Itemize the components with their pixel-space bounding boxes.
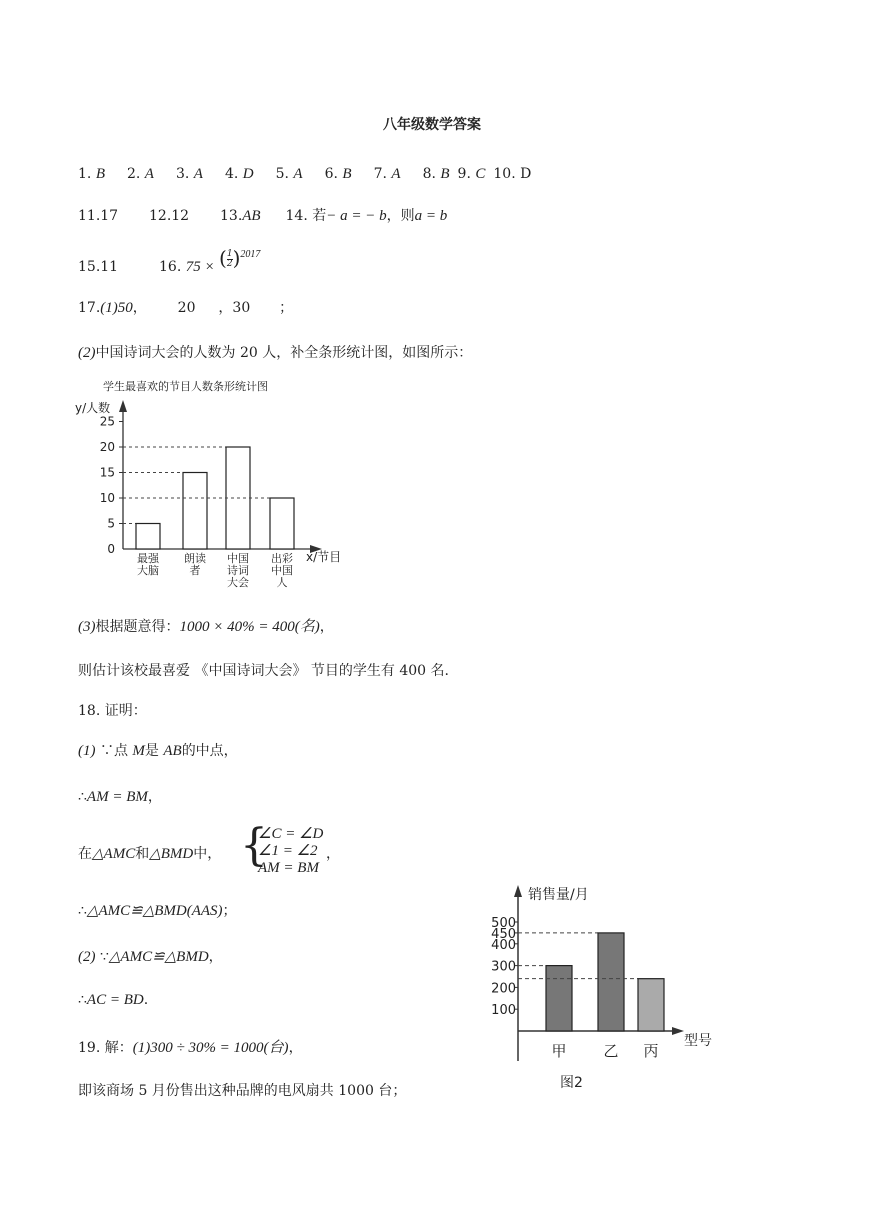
answer-1-value: B bbox=[95, 166, 105, 182]
y-tick-label: 10 bbox=[99, 491, 115, 505]
answer-15: 15.11 bbox=[78, 259, 119, 275]
q17-number: 17. bbox=[78, 300, 101, 316]
y-tick-label: 450 bbox=[491, 926, 516, 942]
q19-end: ， bbox=[288, 1040, 303, 1056]
q18-l2-expr: AM = BM bbox=[86, 789, 148, 805]
answer-16-number: 16. bbox=[159, 259, 182, 275]
q18-l4-end: ； bbox=[222, 903, 237, 919]
chart1-ylabel: y/人数 bbox=[75, 401, 111, 415]
y-tick-label: 100 bbox=[491, 1003, 516, 1019]
answer-14-mid: ，则 bbox=[386, 208, 415, 224]
q18-l1-text-b: 是 bbox=[144, 743, 164, 759]
q18-l3-t2: △BMD bbox=[149, 846, 194, 862]
q17-p1-v3: 30 bbox=[232, 300, 251, 316]
q18-l3-pre: 在 bbox=[78, 846, 92, 862]
system-brace: { bbox=[240, 820, 268, 871]
answer-14-number: 14. bbox=[285, 208, 308, 224]
answer-5-number: 5. bbox=[275, 166, 294, 182]
answer-14-expr2: a = b bbox=[414, 208, 448, 224]
q17-p1-label: (1) bbox=[100, 300, 118, 316]
answer-16-expr: 75 × bbox=[185, 259, 215, 275]
bar bbox=[270, 498, 294, 549]
category-label: 诗词 bbox=[227, 564, 249, 577]
because-symbol: ∵ bbox=[99, 743, 114, 759]
fraction-denominator: 2 bbox=[226, 259, 233, 269]
q17-p1-sep: ， bbox=[132, 300, 147, 316]
q18-line3 bbox=[78, 820, 340, 878]
y-tick-label: 15 bbox=[99, 465, 115, 480]
answer-3-value: A bbox=[193, 166, 203, 182]
q17-p3-label: (3) bbox=[78, 619, 96, 635]
answer-3-number: 3. bbox=[175, 166, 194, 182]
q17-part2 bbox=[78, 342, 472, 362]
category-label: 甲 bbox=[551, 1042, 567, 1060]
q19-expr: (1)300 ÷ 30% = 1000(台) bbox=[132, 1040, 289, 1056]
q17-p3-expr: 1000 × 40% = 400(名) bbox=[179, 619, 320, 635]
bar bbox=[638, 979, 664, 1031]
y-tick-label: 25 bbox=[99, 414, 115, 429]
y-tick-label: 20 bbox=[99, 440, 115, 454]
q17-p1-v1: 50 bbox=[117, 300, 133, 316]
category-label: 朗读 bbox=[184, 552, 206, 565]
system-row: AM = BM bbox=[258, 860, 319, 876]
answer-4-number: 4. bbox=[224, 166, 243, 182]
q18-l3-t1: △AMC bbox=[92, 846, 136, 862]
q17-p1-v2: 20 bbox=[177, 300, 196, 316]
chart2-xlabel: 型号 bbox=[684, 1033, 712, 1049]
q18-line2 bbox=[78, 786, 162, 806]
system-row: ∠C = ∠D bbox=[258, 826, 324, 842]
category-label: 大会 bbox=[227, 576, 249, 589]
category-label: 丙 bbox=[643, 1042, 659, 1060]
y-tick-label: 0 bbox=[107, 542, 115, 556]
bar bbox=[546, 966, 572, 1031]
q17-p1-end: ； bbox=[279, 300, 294, 316]
therefore-symbol: ∴ bbox=[78, 992, 87, 1008]
q18-sys-end: ， bbox=[326, 846, 340, 862]
bar-chart-favorite-programs bbox=[70, 372, 360, 597]
q18-head: 18. 证明： bbox=[78, 703, 147, 719]
bar bbox=[598, 933, 624, 1031]
q18-line5 bbox=[78, 946, 223, 966]
category-label: 乙 bbox=[603, 1042, 619, 1060]
q17-p3-text: 根据题意得： bbox=[95, 619, 180, 635]
chart1-y-arrow bbox=[119, 400, 127, 412]
answer-8-value: B bbox=[440, 166, 450, 182]
answer-9-number: 9. bbox=[457, 166, 476, 182]
page-title: 八年级数学答案 bbox=[383, 117, 481, 133]
q18-l3-mid: 中， bbox=[193, 846, 222, 862]
q18-l6-expr: AC = BD bbox=[86, 992, 144, 1008]
q17-p2-label: (2) bbox=[78, 345, 96, 361]
answers-row-3 bbox=[78, 244, 260, 274]
q18-l3-and: 和 bbox=[135, 846, 150, 862]
category-label: 大脑 bbox=[137, 564, 159, 577]
category-label: 者 bbox=[189, 564, 201, 577]
therefore-symbol: ∴ bbox=[78, 903, 87, 919]
q18-l1-label: (1) bbox=[78, 743, 96, 759]
answers-row-2 bbox=[78, 205, 447, 225]
q17-p2-text: 中国诗词大会的人数为 20 人，补全条形统计图，如图所示： bbox=[95, 345, 473, 361]
q18-l5-label: (2) bbox=[78, 949, 96, 965]
answer-2-number: 2. bbox=[126, 166, 145, 182]
q18-line1 bbox=[78, 740, 238, 760]
answer-6-value: B bbox=[342, 166, 352, 182]
because-symbol: ∵ bbox=[99, 949, 109, 965]
y-tick-label: 200 bbox=[491, 981, 516, 997]
answer-14-expr1: − a = − b bbox=[326, 208, 387, 224]
answer-6-number: 6. bbox=[324, 166, 343, 182]
answer-16-exponent: 2017 bbox=[240, 249, 261, 260]
q18-l1-AB: AB bbox=[163, 743, 182, 759]
category-label: 出彩 bbox=[271, 552, 293, 565]
q18-line4 bbox=[78, 900, 237, 920]
bar bbox=[183, 473, 207, 550]
answer-7-number: 7. bbox=[373, 166, 392, 182]
q17-p3-end: ， bbox=[319, 619, 334, 635]
q18-line6 bbox=[78, 992, 148, 1009]
q17-part1 bbox=[78, 297, 293, 317]
answer-13-value: AB bbox=[242, 208, 261, 224]
q18-l5-end: ， bbox=[208, 949, 223, 965]
q18-l2-end: ， bbox=[147, 789, 162, 805]
answer-16-fraction: ( $\frac{1}{2}$ ) bbox=[219, 246, 241, 270]
therefore-symbol: ∴ bbox=[78, 789, 87, 805]
fraction-numerator: 1 bbox=[226, 249, 233, 259]
q18-l1-M: M bbox=[132, 743, 145, 759]
q18-l1-text-c: 的中点， bbox=[181, 743, 238, 759]
q18-l6-end: . bbox=[143, 992, 149, 1008]
chart1-title: 学生最喜欢的节目人数条形统计图 bbox=[103, 380, 268, 393]
answer-10-value: D bbox=[520, 166, 532, 182]
bar bbox=[136, 524, 160, 550]
answer-2-value: A bbox=[144, 166, 154, 182]
answer-14-pre: 若 bbox=[312, 208, 327, 224]
q17-p1-sep2: ， bbox=[218, 300, 233, 316]
q17-conclusion: 则估计该校最喜爱 《中国诗词大会》 节目的学生有 400 名. bbox=[78, 663, 449, 679]
answer-13-number: 13. bbox=[220, 208, 243, 224]
answer-8-number: 8. bbox=[422, 166, 441, 182]
category-label: 中国 bbox=[271, 564, 293, 577]
chart2-y-arrow bbox=[514, 885, 522, 897]
y-tick-label: 300 bbox=[491, 959, 516, 975]
equation-system bbox=[258, 826, 323, 877]
chart2-x-arrow bbox=[672, 1027, 684, 1035]
answers-row-1 bbox=[78, 166, 531, 183]
category-label: 人 bbox=[276, 576, 288, 589]
answer-5-value: A bbox=[293, 166, 303, 182]
answer-9-value: C bbox=[475, 166, 486, 182]
answer-11: 11.17 bbox=[78, 208, 119, 224]
chart1-xlabel: x/节目 bbox=[306, 550, 342, 564]
system-row: ∠1 = ∠2 bbox=[258, 843, 318, 859]
chart2-title: 图2 bbox=[560, 1075, 583, 1091]
q18-l5-expr: △AMC≌△BMD bbox=[108, 949, 209, 965]
answer-12: 12.12 bbox=[149, 208, 190, 224]
y-tick-label: 500 bbox=[491, 916, 516, 931]
answer-4-value: D bbox=[242, 166, 254, 182]
answer-7-value: A bbox=[391, 166, 401, 182]
y-tick-label: 400 bbox=[491, 937, 516, 953]
q19-head: 19. 解： bbox=[78, 1040, 133, 1056]
y-tick-label: 5 bbox=[107, 516, 115, 531]
category-label: 中国 bbox=[227, 552, 249, 565]
chart2-ylabel: 销售量/月 bbox=[528, 887, 589, 903]
q18-l1-text-a: 点 bbox=[113, 743, 133, 759]
q17-part3 bbox=[78, 615, 334, 636]
q18-l4-expr: △AMC≌△BMD(AAS) bbox=[86, 903, 223, 919]
q19-line1 bbox=[78, 1036, 303, 1057]
q19-conclusion: 即该商场 5 月份售出这种品牌的电风扇共 1000 台； bbox=[78, 1083, 407, 1099]
answer-10-number: 10. bbox=[493, 166, 521, 182]
category-label: 最强 bbox=[137, 552, 159, 565]
bar-chart-fan-sales bbox=[480, 875, 730, 1095]
answer-1-number: 1. bbox=[78, 166, 96, 182]
